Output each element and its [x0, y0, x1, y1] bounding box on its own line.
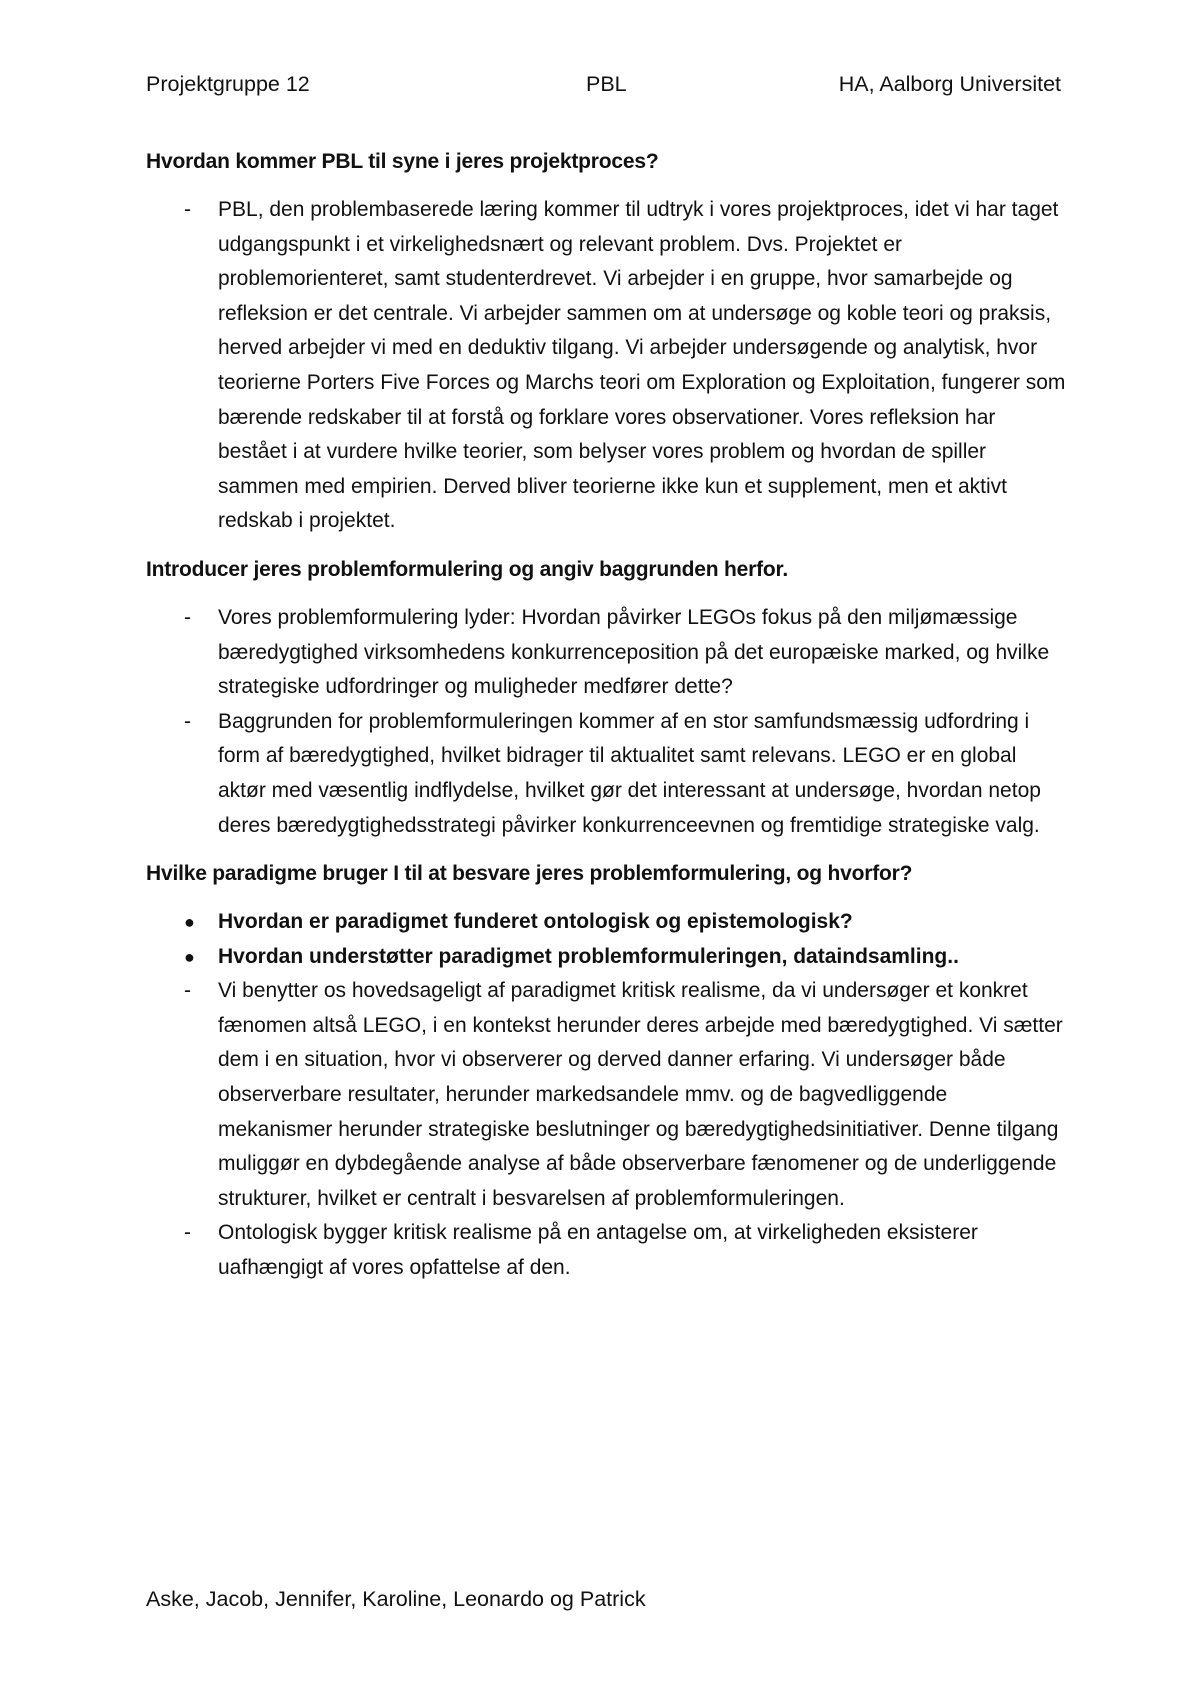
dash-marker: -	[184, 198, 191, 221]
bullet-item	[146, 940, 1066, 975]
bullet-marker: ●	[184, 946, 195, 967]
answer-text: Vores problemformulering lyder: Hvordan påvirker LEGOs fokus på den miljømæssige bæredygtighed virksomhedens konkurrenceposition på det europæiske marked, og hvilke strategiske udfordringer og muligheder medfører dette?	[218, 605, 1050, 699]
question-problem-formulation: Introducer jeres problemformulering og angiv baggrunden herfor.	[146, 557, 788, 581]
bullet-text: Hvordan er paradigmet funderet ontologisk og epistemologisk?	[218, 910, 853, 934]
bullet-marker: ●	[184, 912, 195, 933]
header-group-name: Projektgruppe 12	[146, 72, 310, 96]
page-header	[146, 72, 1061, 102]
answer-item	[146, 193, 1066, 539]
answer-text: Vi benytter os hovedsageligt af paradigmet kritisk realisme, da vi undersøger et konkret fænomen altså LEGO, i en kontekst herunder deres arbejde med bæredygtighed. Vi sætter dem i en situation, hvor vi observerer og derved danner erfaring. Vi undersøger både observerbare resultater, herunder markedsandele mmv. og de bagvedliggende mekanismer herunder strategiske beslutninger og bæredygtighedsinitiativer. Denne tilgang muliggør en dybdegående analyse af både observerbare fænomener og de underliggende strukturer, hvilket er centralt i besvarelsen af problemformuleringen.	[218, 979, 1063, 1210]
dash-marker: -	[184, 979, 191, 1003]
bullet-item	[146, 905, 1066, 940]
question-paradigm: Hvilke paradigme bruger I til at besvare jeres problemformulering, og hvorfor?	[146, 862, 913, 886]
dash-marker: -	[184, 1221, 191, 1245]
answer-text: PBL, den problembaserede læring kommer til udtryk i vores projektproces, idet vi har taget udgangspunkt i et virkelighedsnært og relevant problem. Dvs. Projektet er problemorienteret, samt studenterdrevet. Vi arbejder i en gruppe, hvor samarbejde og refleksion er det centrale. Vi arbejder sammen om at undersøge og koble teori og praksis, herved arbejder vi med en deduktiv tilgang. Vi arbejder undersøgende og analytisk, hvor teorierne Porters Five Forces og Marchs teori om Exploration og Exploitation, fungerer som bærende redskaber til at forstå og forklare vores observationer. Vores refleksion har bestået i at vurdere hvilke teorier, som belyser vores problem og hvordan de spiller sammen med empirien. Derved bliver teorierne ikke kun et supplement, men et aktivt redskab i projektet.	[218, 198, 1066, 533]
dash-marker: -	[184, 605, 191, 629]
answer-item	[146, 974, 1066, 1216]
answer-item	[146, 601, 1066, 705]
dash-marker: -	[184, 709, 191, 733]
answer-item	[146, 1216, 1066, 1285]
answer-item	[146, 705, 1066, 843]
question-pbl: Hvordan kommer PBL til syne i jeres projektproces?	[146, 150, 659, 173]
header-title: PBL	[586, 72, 627, 96]
header-institution: HA, Aalborg Universitet	[838, 72, 1061, 96]
page-footer: Aske, Jacob, Jennifer, Karoline, Leonardo og Patrick	[146, 1587, 646, 1611]
bullet-text: Hvordan understøtter paradigmet problemformuleringen, dataindsamling..	[218, 944, 959, 968]
answer-text: Ontologisk bygger kritisk realisme på en antagelse om, at virkeligheden eksisterer uafhængigt af vores opfattelse af den.	[218, 1221, 978, 1280]
document-body	[146, 145, 1066, 1286]
answer-text: Baggrunden for problemformuleringen kommer af en stor samfundsmæssig udfordring i form af bæredygtighed, hvilket bidrager til aktualitet samt relevans. LEGO er en global aktør med væsentlig indflydelse, hvilket gør det interessant at undersøge, hvordan netop deres bæredygtighedsstrategi påvirker konkurrenceevnen og fremtidige strategiske valg.	[218, 709, 1041, 837]
